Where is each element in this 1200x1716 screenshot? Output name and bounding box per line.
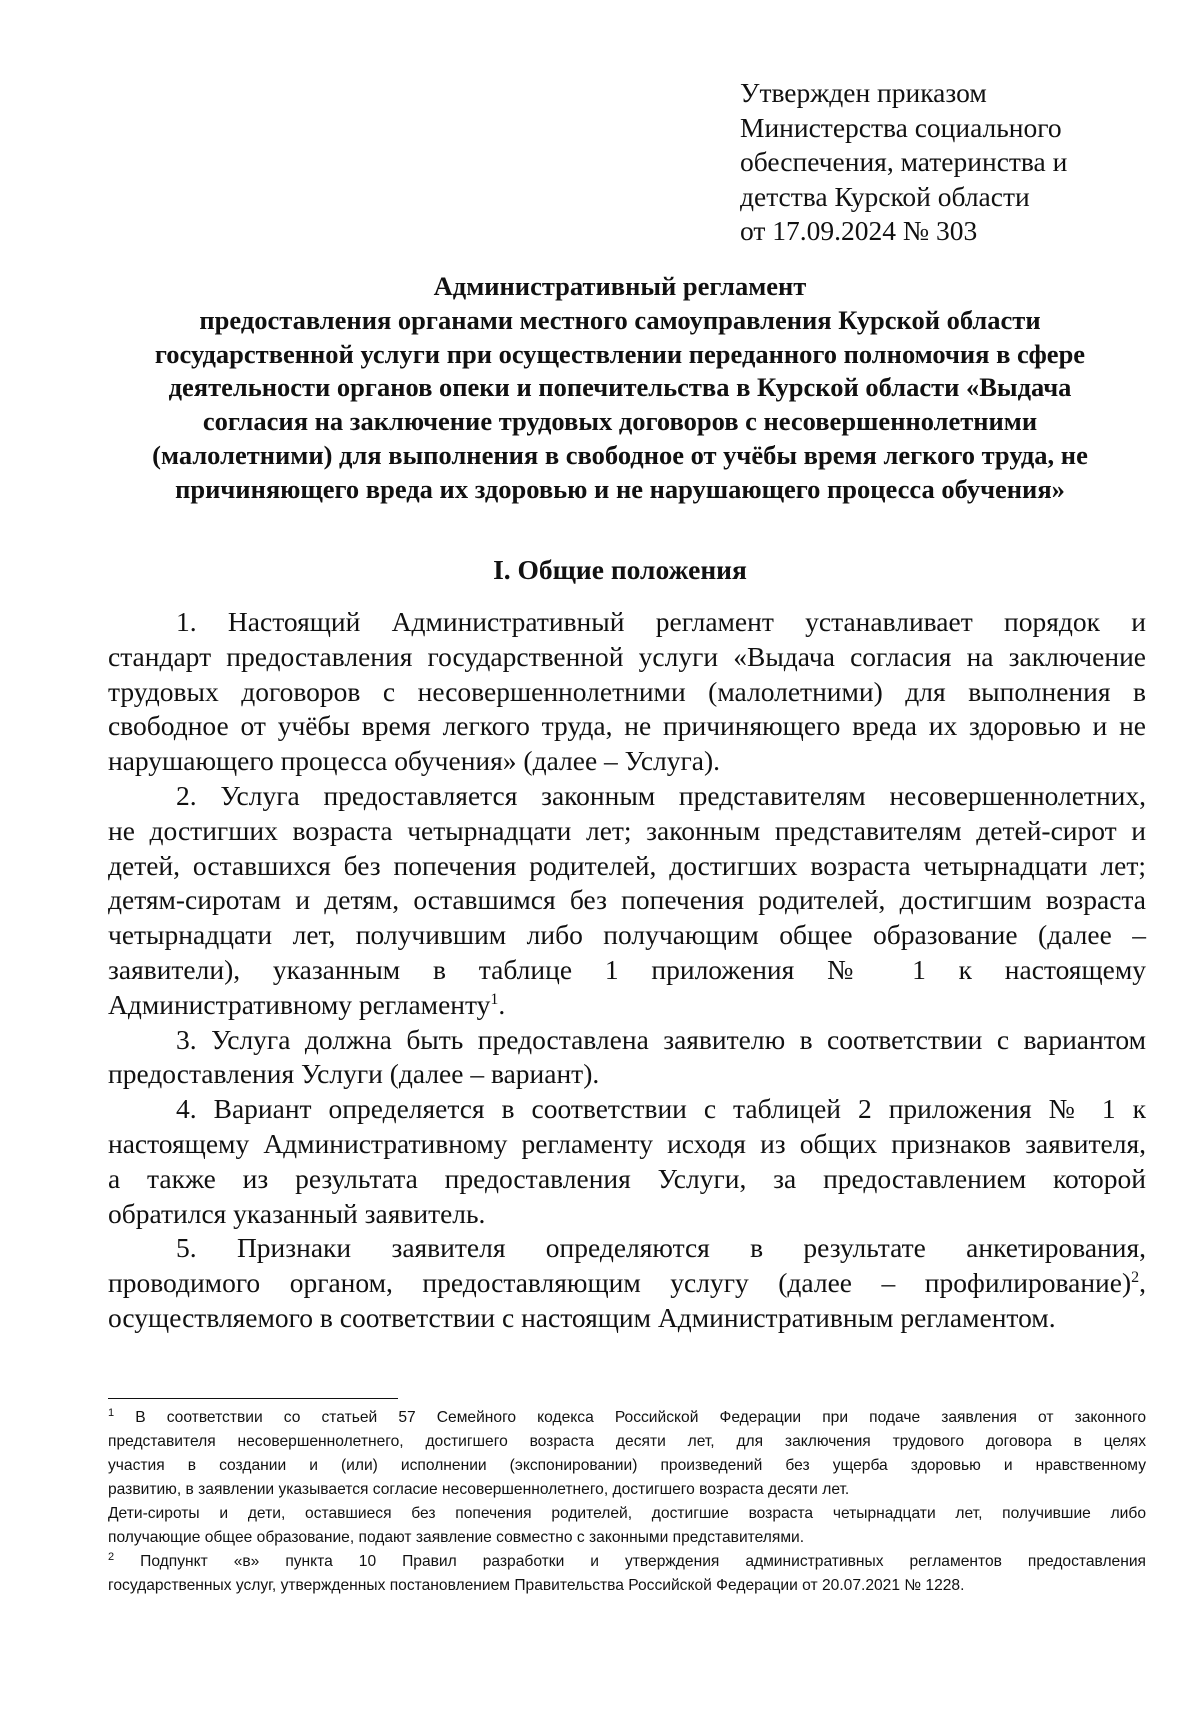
footnote-1-line: участия в создании и (или) исполнении (экспонировании) произведений без ущерба здоровью и нравственному <box>108 1457 1146 1474</box>
paragraph-3-line: предоставления Услуги (далее – вариант). <box>108 1058 600 1090</box>
paragraph-4-line: настоящему Административному регламенту исходя из общих признаков заявителя, <box>108 1127 1146 1159</box>
paragraph-5-line: осуществляемого в соответствии с настоящим Административным регламентом. <box>108 1301 1056 1333</box>
document-title <box>100 270 1140 507</box>
paragraph-2-line: детям-сиротам и детям, оставшимся без попечения родителей, достигшим возраста <box>108 884 1146 916</box>
title-line: деятельности органов опеки и попечительства в Курской области «Выдача <box>168 372 1072 403</box>
paragraph-4-line: обратился указанный заявитель. <box>108 1197 486 1229</box>
footnote-ref-1[interactable]: 1 <box>490 990 499 1008</box>
paragraph-1-line: 1. Настоящий Административный регламент устанавливает порядок и <box>176 606 1146 637</box>
footnote-1-line: получающие общее образование, подают заявление совместно с законными представителями. <box>108 1529 805 1546</box>
footnote-1-line: развитию, в заявлении указывается согласие несовершеннолетнего, достигшего возраста десяти лет. <box>108 1481 850 1498</box>
paragraph-2-end: . <box>498 988 506 1020</box>
footnote-2-line <box>108 1550 1146 1574</box>
section-heading: I. Общие положения <box>493 554 747 585</box>
footnote-1-line: представителя несовершеннолетнего, достигшего возраста десяти лет, для заключения трудового договора в целях <box>108 1433 1146 1450</box>
document-body <box>108 605 1146 1336</box>
footnote-2-line: государственных услуг, утвержденных постановлением Правительства Российской Федерации от 20.07.2021 № 1228. <box>108 1577 965 1594</box>
footnote-separator <box>108 1398 398 1399</box>
approval-stamp <box>740 76 1180 249</box>
footnote-1-text: В соответствии со статьей 57 Семейного кодекса Российской Федерации при подаче заявления от законного <box>135 1409 1146 1426</box>
footnotes <box>108 1406 1146 1598</box>
paragraph-1-line: нарушающего процесса обучения» (далее – Услуга). <box>108 745 721 777</box>
approval-line: от 17.09.2024 № 303 <box>740 215 978 246</box>
paragraph-5-line <box>108 1266 1146 1301</box>
paragraph-2-line: четырнадцати лет, получившим либо получающим общее образование (далее – <box>108 919 1146 951</box>
approval-line: детства Курской области <box>740 180 1030 212</box>
title-line: причиняющего вреда их здоровью и не нарушающего процесса обучения» <box>175 473 1065 504</box>
approval-line: обеспечения, материнства и <box>740 146 1068 177</box>
paragraph-2-line: не достигших возраста четырнадцати лет; законным представителям детей-сирот и <box>108 814 1146 846</box>
paragraph-5-line: 5. Признаки заявителя определяются в результате анкетирования, <box>176 1232 1146 1264</box>
title-line: государственной услуги при осуществлении переданного полномочия в сфере <box>154 338 1086 369</box>
title-line: Административный регламент <box>433 271 807 301</box>
footnote-1-mark: 1 <box>108 1406 115 1419</box>
footnote-1-line: Дети-сироты и дети, оставшиеся без попечения родителей, достигшие возраста четырнадцати лет, получившие либо <box>108 1505 1146 1522</box>
footnote-2-text: Подпункт «в» пункта 10 Правил разработки и утверждения административных регламентов предоставления <box>140 1553 1146 1570</box>
approval-line: Министерства социального <box>740 111 1062 143</box>
approval-line: Утвержден приказом <box>740 77 987 108</box>
paragraph-1-line: стандарт предоставления государственной услуги «Выдача согласия на заключение <box>108 640 1146 672</box>
footnote-2-mark: 2 <box>108 1550 115 1563</box>
title-line: (малолетними) для выполнения в свободное от учёбы время легкого труда, не <box>152 439 1088 470</box>
title-line: предоставления органами местного самоуправления Курской области <box>199 304 1041 335</box>
paragraph-5-end: , <box>1139 1267 1146 1299</box>
title-line: согласия на заключение трудовых договоров с несовершеннолетними <box>202 406 1038 437</box>
paragraph-5-text: проводимого органом, предоставляющим услугу (далее – профилирование) <box>108 1267 1132 1299</box>
paragraph-4-line: 4. Вариант определяется в соответствии с таблицей 2 приложения № 1 к <box>176 1093 1146 1125</box>
paragraph-2-line <box>108 988 1146 1023</box>
footnote-ref-2[interactable]: 2 <box>1131 1268 1140 1286</box>
paragraph-4-line: а также из результата предоставления Услуги, за предоставлением которой <box>108 1162 1146 1194</box>
paragraph-3-line: 3. Услуга должна быть предоставлена заявителю в соответствии с вариантом <box>176 1023 1146 1055</box>
paragraph-2-line: детей, оставшихся без попечения родителей, достигших возраста четырнадцати лет; <box>108 849 1146 881</box>
paragraph-2-line: заявители), указанным в таблице 1 приложения № 1 к настоящему <box>108 953 1146 985</box>
footnote-1-line <box>108 1406 1146 1430</box>
paragraph-2-text: Административному регламенту <box>108 988 491 1020</box>
paragraph-1-line: свободное от учёбы время легкого труда, не причиняющего вреда их здоровью и не <box>108 710 1146 742</box>
paragraph-2-line: 2. Услуга предоставляется законным представителям несовершеннолетних, <box>176 779 1146 811</box>
paragraph-1-line: трудовых договоров с несовершеннолетними (малолетними) для выполнения в <box>108 675 1146 707</box>
